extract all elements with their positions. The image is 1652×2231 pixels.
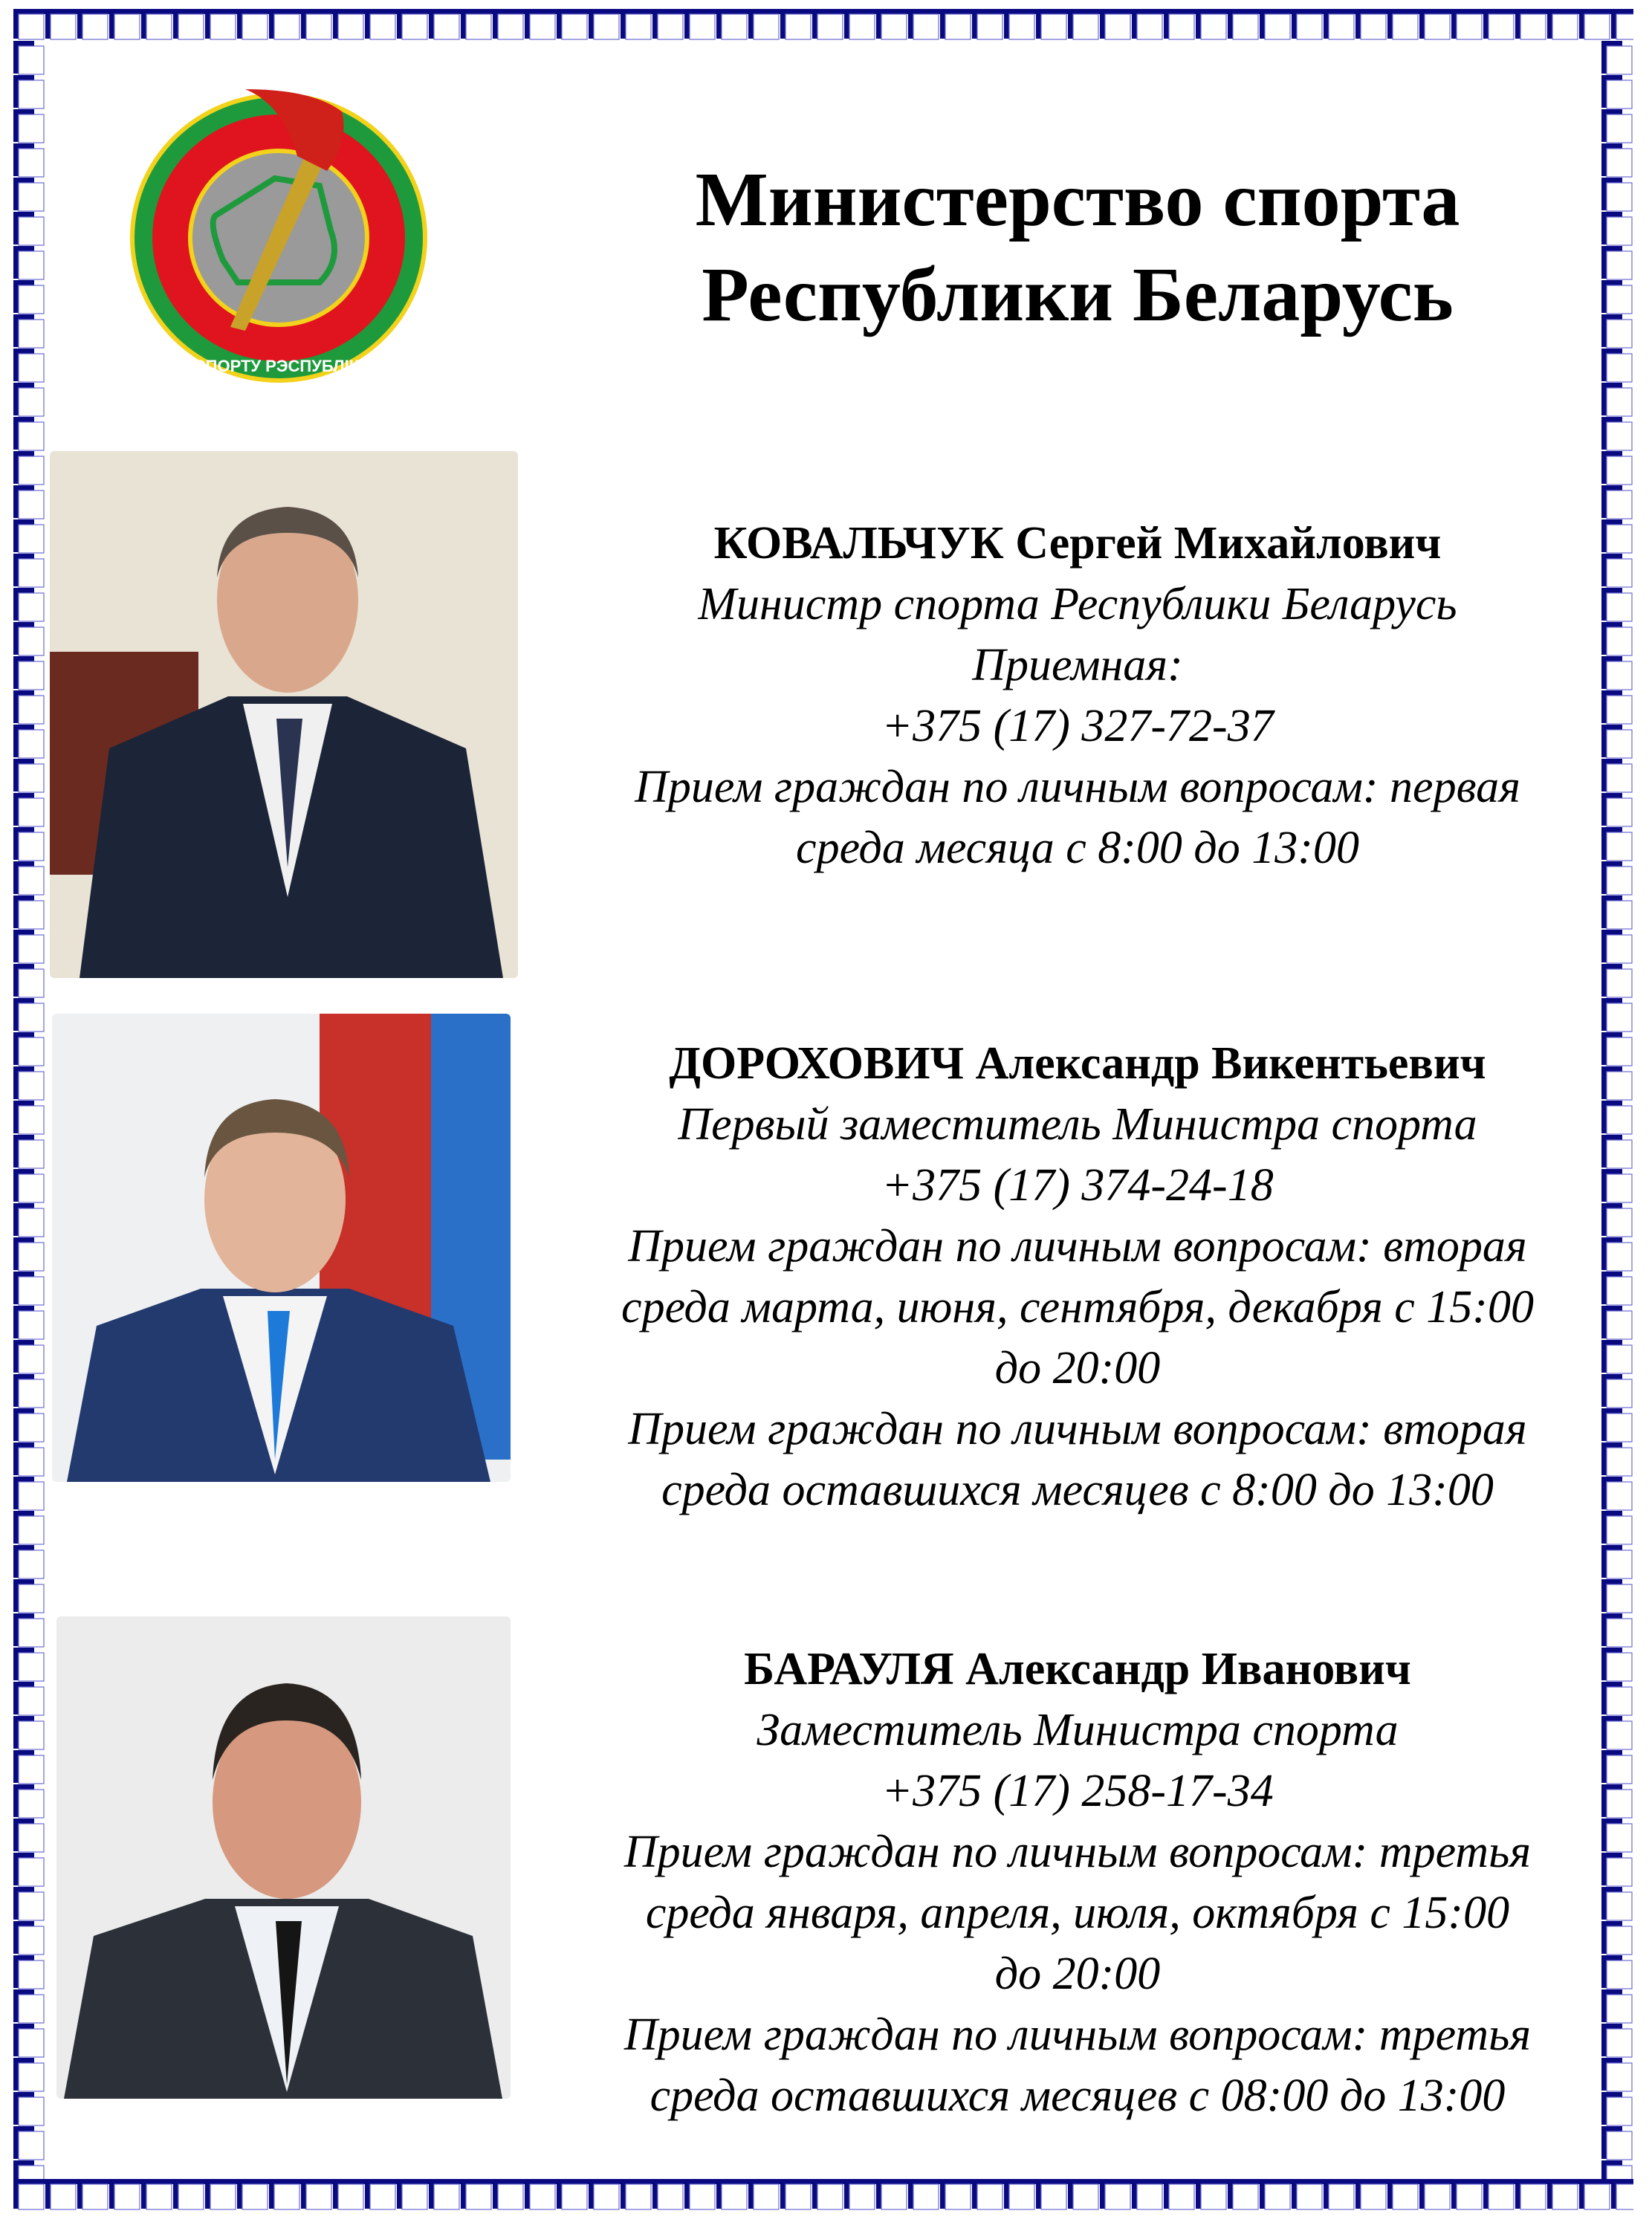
schedule-line: Прием граждан по личным вопросам: вторая	[628, 1221, 1527, 1272]
logo-text: СПОРТУ РЭСПУБЛІКІ	[193, 357, 364, 375]
schedule-line: среда оставшихся месяцев с 8:00 до 13:00	[661, 1465, 1494, 1515]
official-name: БАРАУЛЯ Александр Иванович	[744, 1644, 1411, 1694]
schedule-line: среда марта, июня, сентября, декабря с 15:00	[621, 1282, 1534, 1333]
title-line-2: Республики Беларусь	[702, 252, 1454, 337]
reception-label: Приемная:	[972, 640, 1183, 690]
official-phone: +375 (17) 258-17-34	[881, 1766, 1274, 1816]
official-position: Заместитель Министра спорта	[757, 1705, 1399, 1755]
ministry-logo	[126, 59, 438, 386]
official-name: ДОРОХОВИЧ Александр Викентьевич	[669, 1038, 1486, 1089]
official-photo-3	[56, 1616, 511, 2099]
page-title	[580, 152, 1575, 343]
schedule-line: Прием граждан по личным вопросам: третья	[623, 1827, 1532, 1877]
official-name: КОВАЛЬЧУК Сергей Михайлович	[713, 518, 1442, 569]
schedule-line: среда января, апреля, июля, октября с 15:00	[645, 1888, 1510, 1938]
official-photo-2	[52, 1014, 511, 1482]
schedule-line: Прием граждан по личным вопросам: третья	[623, 2010, 1532, 2060]
schedule-line: до 20:00	[994, 1949, 1161, 1999]
official-card-3	[565, 1639, 1590, 2126]
official-photo-1	[50, 451, 518, 978]
official-position: Министр спорта Республики Беларусь	[698, 579, 1457, 629]
official-phone: +375 (17) 374-24-18	[881, 1160, 1274, 1211]
schedule-line: среда месяца с 8:00 до 13:00	[796, 823, 1359, 873]
schedule-line: до 20:00	[994, 1343, 1161, 1393]
schedule-line: Прием граждан по личным вопросам: вторая	[628, 1404, 1527, 1454]
official-phone: +375 (17) 327-72-37	[881, 701, 1274, 751]
official-position: Первый заместитель Министра спорта	[678, 1099, 1477, 1150]
schedule-line: среда оставшихся месяцев с 08:00 до 13:00	[650, 2070, 1506, 2121]
schedule-line: Прием граждан по личным вопросам: первая	[635, 762, 1520, 812]
official-card-2	[565, 1033, 1590, 1521]
official-card-1	[565, 513, 1590, 878]
title-line-1: Министерство спорта	[695, 157, 1460, 242]
